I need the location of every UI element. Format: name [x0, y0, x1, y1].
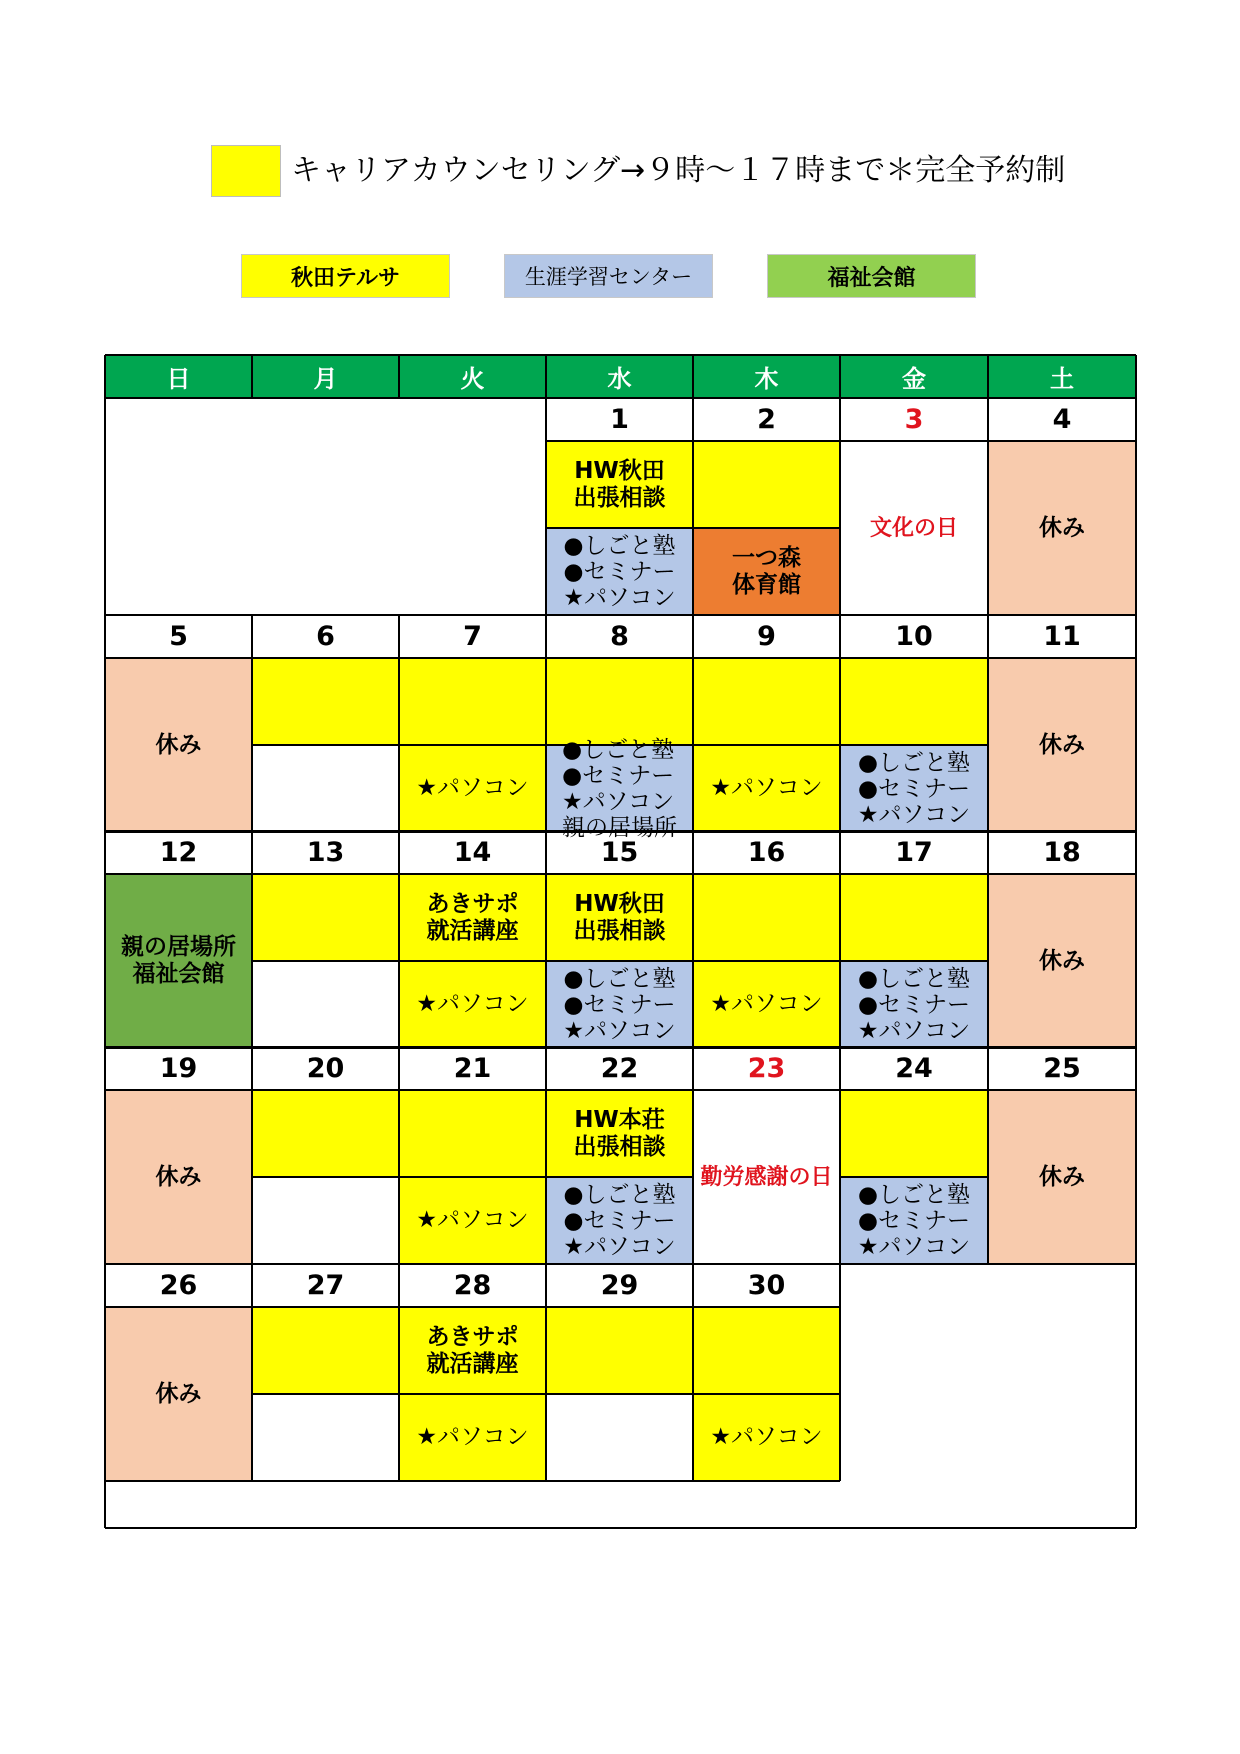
pasokon-item: ★パソコン [857, 801, 971, 828]
closed-day [988, 658, 1136, 832]
weekday-header [252, 355, 399, 398]
day-number-value: 13 [306, 837, 345, 868]
day-number [399, 615, 546, 658]
day-number-value: 5 [169, 621, 188, 652]
weekday-label: 火 [460, 365, 485, 393]
closed-day [988, 1090, 1136, 1264]
pasokon-item: ★パソコン [563, 1233, 676, 1260]
learning-center-events [840, 745, 988, 832]
pasokon-text: ★パソコン [416, 1207, 529, 1233]
career-counseling [840, 1090, 988, 1177]
pc-class [399, 1394, 546, 1481]
legend-swatch [211, 145, 281, 197]
day-number-value: 15 [600, 837, 639, 868]
yasumi-text: 休み [155, 1163, 202, 1190]
closed-day [105, 1090, 252, 1264]
career-counseling [693, 658, 840, 745]
day-number-value: 21 [453, 1053, 492, 1084]
day-number-value: 12 [159, 837, 198, 868]
closed-day [988, 441, 1136, 615]
day-number [988, 831, 1136, 874]
day-number [693, 398, 840, 441]
hw-honjo-consult [546, 1090, 693, 1177]
weekday-label: 木 [754, 365, 779, 393]
pasokon-text: ★パソコン [416, 991, 529, 1017]
learning-center-events [840, 1177, 988, 1264]
day-number [693, 1047, 840, 1090]
shigoto-item: ●しごと塾 [857, 749, 970, 776]
weekday-header [399, 355, 546, 398]
bunka-text: 文化の日 [869, 515, 958, 541]
career-counseling [840, 874, 988, 961]
pasokon-item: ★パソコン [857, 1233, 971, 1260]
hitotsumori-gym [693, 528, 840, 615]
day-number-value: 23 [747, 1053, 786, 1084]
career-counseling [840, 658, 988, 745]
day-number [105, 615, 252, 658]
akisapo-line: 就活講座 [426, 917, 519, 944]
day-number [252, 831, 399, 874]
seminar-item: ●セミナー [563, 991, 676, 1018]
weekday-header [988, 355, 1136, 398]
weekday-header [105, 355, 252, 398]
day-number-value: 10 [895, 621, 933, 652]
yasumi-text: 休み [155, 731, 202, 758]
day-number-value: 22 [600, 1053, 639, 1084]
day-number [988, 1047, 1136, 1090]
hitotsumori-line: 一つ森 [732, 544, 801, 571]
weekday-label: 土 [1050, 365, 1074, 393]
hw-akita-consult [546, 441, 693, 528]
day-number-value: 8 [610, 621, 629, 652]
seminar-item: ●セミナー [857, 991, 970, 1018]
seminar-item: ●セミナー [857, 1207, 970, 1234]
day-number [252, 615, 399, 658]
day-number [546, 1264, 693, 1307]
day-number [840, 1047, 988, 1090]
career-counseling [693, 874, 840, 961]
career-counseling [693, 1307, 840, 1394]
career-counseling [546, 1307, 693, 1394]
pasokon-text: ★パソコン [710, 775, 823, 801]
day-number [399, 1047, 546, 1090]
pc-class [693, 1394, 840, 1481]
legend-text: キャリアカウンセリング→９時～１７時まで＊完全予約制 [291, 153, 1066, 188]
oya-item: 親の居場所 [562, 814, 677, 841]
kinro-text: 勤労感謝の日 [700, 1164, 833, 1190]
weekday-label: 水 [607, 365, 632, 393]
calendar [105, 355, 1138, 1528]
day-number-value: 27 [306, 1270, 345, 1301]
day-number-value: 4 [1052, 404, 1072, 435]
hw-akita-line: HW秋田 [574, 457, 665, 484]
day-number [546, 1047, 693, 1090]
learning-center-events [840, 961, 988, 1048]
pc-class [693, 961, 840, 1048]
holiday-culture-day [840, 441, 988, 615]
career-counseling [252, 1307, 399, 1394]
day-number [840, 615, 988, 658]
day-number [693, 831, 840, 874]
venue-lifelong-learning-center: 生涯学習センター [504, 254, 713, 298]
hw-akita-line: HW秋田 [574, 890, 665, 917]
pasokon-text: ★パソコン [710, 991, 823, 1017]
pc-class [399, 961, 546, 1048]
day-number-value: 26 [159, 1270, 198, 1301]
day-number-value: 19 [159, 1053, 198, 1084]
learning-center-events [546, 1177, 693, 1264]
day-number-value: 16 [747, 837, 786, 868]
day-number [105, 1047, 252, 1090]
day-number-value: 14 [453, 837, 492, 868]
hw-honjo-line: HW本荘 [574, 1106, 665, 1133]
career-counseling [399, 658, 546, 745]
day-number-value: 24 [895, 1053, 933, 1084]
hw-akita-consult [546, 874, 693, 961]
closed-day [105, 658, 252, 832]
pasokon-text: ★パソコン [416, 775, 529, 801]
day-number-value: 20 [306, 1053, 345, 1084]
yasumi-text: 休み [1039, 731, 1085, 758]
akisapo-line: あきサポ [426, 1323, 519, 1350]
career-counseling [252, 874, 399, 961]
pasokon-item: ★パソコン [857, 1017, 971, 1044]
pc-class [693, 745, 840, 832]
day-number-value: 28 [453, 1270, 492, 1301]
day-number [399, 831, 546, 874]
weekday-header [546, 355, 693, 398]
oya-fukushi-line: 福祉会館 [132, 961, 225, 987]
yasumi-text: 休み [1039, 514, 1085, 541]
day-number-value: 2 [757, 404, 776, 435]
day-number-value: 7 [463, 621, 482, 652]
weekday-label: 金 [902, 365, 926, 393]
day-number [399, 1264, 546, 1307]
day-number [693, 615, 840, 658]
day-number-value: 18 [1043, 837, 1081, 868]
learning-center-events [546, 961, 693, 1048]
day-number [693, 1264, 840, 1307]
parents-place-welfare-hall [105, 874, 252, 1048]
day-number-value: 1 [610, 404, 629, 435]
pasokon-item: ★パソコン [563, 584, 676, 611]
akisapo-seminar [399, 1307, 546, 1394]
day-number [840, 398, 988, 441]
day-number-value: 29 [600, 1270, 639, 1301]
hitotsumori-line: 体育館 [732, 571, 801, 598]
akisapo-line: 就活講座 [426, 1350, 519, 1377]
seminar-item: ●セミナー [857, 775, 970, 802]
day-number [105, 1264, 252, 1307]
shigoto-item: ●しごと塾 [857, 1181, 970, 1208]
weekday-header [840, 355, 988, 398]
weekday-label: 月 [313, 365, 338, 393]
weekday-header [693, 355, 840, 398]
day-number-value: 30 [747, 1270, 786, 1301]
learning-center-events [546, 528, 693, 615]
holiday-labor-thanksgiving [693, 1090, 840, 1264]
day-number-value: 9 [757, 621, 776, 652]
pasokon-text: ★パソコン [416, 1424, 529, 1450]
pasokon-item: ★パソコン [563, 1017, 676, 1044]
shigoto-item: ●しごと塾 [562, 736, 675, 763]
shigoto-item: ●しごと塾 [563, 1181, 676, 1208]
pc-class [399, 745, 546, 832]
day-number [546, 398, 693, 441]
day-number-value: 25 [1043, 1053, 1081, 1084]
day-number [252, 1047, 399, 1090]
hw-akita-line: 出張相談 [573, 917, 666, 944]
day-number [840, 831, 988, 874]
career-counseling [546, 658, 693, 745]
career-counseling [252, 1090, 399, 1177]
day-number [988, 615, 1136, 658]
shigoto-item: ●しごと塾 [857, 965, 970, 992]
yasumi-text: 休み [1039, 1163, 1085, 1190]
yasumi-text: 休み [155, 1380, 202, 1407]
pc-class [399, 1177, 546, 1264]
weekday-label: 日 [166, 365, 191, 393]
day-number-value: 3 [904, 404, 924, 435]
pasokon-item: ★パソコン [562, 788, 675, 815]
day-number [105, 831, 252, 874]
closed-day [105, 1307, 252, 1481]
day-number-value: 6 [316, 621, 335, 652]
day-number-value: 17 [895, 837, 933, 868]
career-counseling [399, 1090, 546, 1177]
hw-akita-line: 出張相談 [573, 484, 666, 511]
shigoto-item: ●しごと塾 [563, 532, 676, 559]
venue-welfare-hall: 福祉会館 [767, 254, 976, 298]
akisapo-line: あきサポ [426, 890, 519, 917]
closed-day [988, 874, 1136, 1048]
learning-center-events [546, 736, 693, 841]
seminar-item: ●セミナー [563, 1207, 676, 1234]
seminar-item: ●セミナー [562, 762, 675, 789]
venue-akita-terusa: 秋田テルサ [241, 254, 450, 298]
day-number [988, 398, 1136, 441]
seminar-item: ●セミナー [563, 558, 676, 585]
hw-honjo-line: 出張相談 [573, 1133, 666, 1160]
day-number-value: 11 [1043, 621, 1081, 652]
day-number [252, 1264, 399, 1307]
akisapo-seminar [399, 874, 546, 961]
oya-fukushi-line: 親の居場所 [121, 934, 236, 960]
day-number [546, 615, 693, 658]
yasumi-text: 休み [1039, 947, 1085, 974]
pasokon-text: ★パソコン [710, 1424, 823, 1450]
career-counseling [693, 441, 840, 528]
career-counseling [252, 658, 399, 745]
shigoto-item: ●しごと塾 [563, 965, 676, 992]
